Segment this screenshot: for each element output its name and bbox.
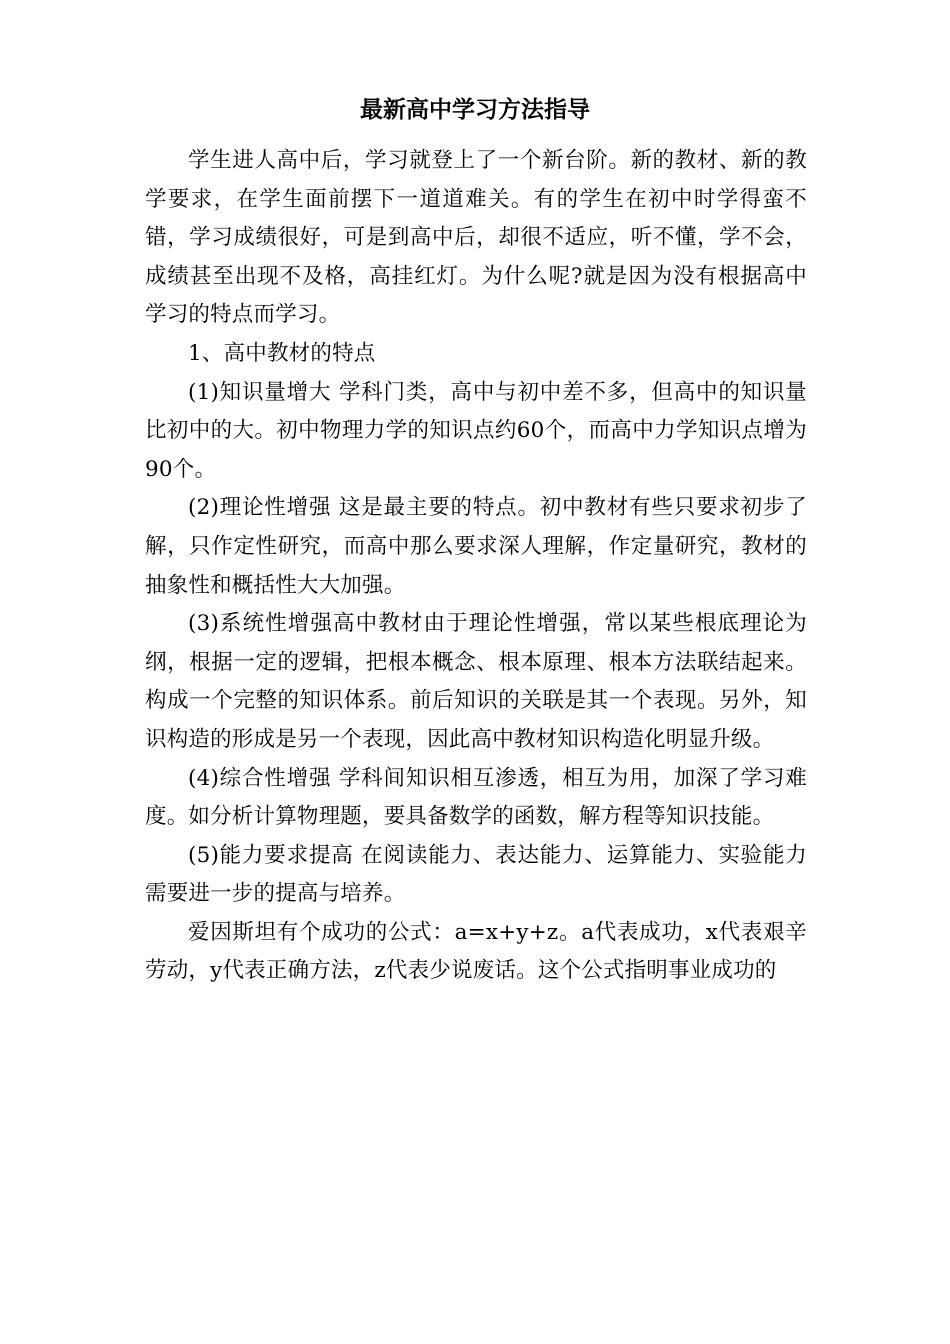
document-body — [145, 142, 807, 991]
section-heading-textbook-features: 1、高中教材的特点 — [188, 340, 376, 366]
paragraph-point-3: (3)系统性增强高中教材由于理论性增强，常以某些根底理论为纲，根据一定的逻辑，把根本概念、根本原理、根本方法联结起来。构成一个完整的知识体系。前后知识的关联是其一个表现。另外，知识构造的形成是另一个表现，因此高中教材知识构造化明显升级。 — [145, 611, 807, 752]
document-title: 最新高中学习方法指导 — [360, 96, 590, 123]
paragraph-point-5: (5)能力要求提高 在阅读能力、表达能力、运算能力、实验能力需要进一步的提高与培养。 — [145, 842, 807, 907]
paragraph-point-1: (1)知识量增大 学科门类，高中与初中差不多，但高中的知识量比初中的大。初中物理力学的知识点约60个，而高中力学知识点增为90个。 — [145, 379, 807, 482]
paragraph-point-4: (4)综合性增强 学科间知识相互渗透，相互为用，加深了学习难度。如分析计算物理题，要具备数学的函数，解方程等知识技能。 — [145, 765, 807, 830]
paragraph-intro: 学生进人高中后，学习就登上了一个新台阶。新的教材、新的教学要求，在学生面前摆下一道道难关。有的学生在初中时学得蛮不错，学习成绩很好，可是到高中后，却很不适应，听不懂，学不会，成绩甚至出现不及格，高挂红灯。为什么呢?就是因为没有根据高中学习的特点而学习。 — [145, 148, 807, 328]
paragraph-einstein-formula: 爱因斯坦有个成功的公式：a=x+y+z。a代表成功，x代表艰辛劳动，y代表正确方法，z代表少说废话。这个公式指明事业成功的 — [145, 919, 807, 984]
paragraph-point-2: (2)理论性增强 这是最主要的特点。初中教材有些只要求初步了解，只作定性研究，而高中那么要求深人理解，作定量研究，教材的抽象性和概括性大大加强。 — [145, 495, 807, 598]
